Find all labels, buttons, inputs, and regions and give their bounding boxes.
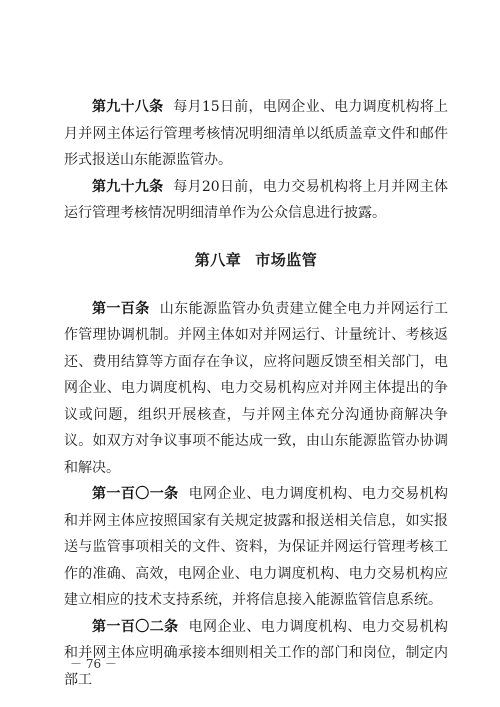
article-text: 山东能源监管办负责建立健全电力并网运行工作管理协调机制。并网主体如对并网运行、计量统计、考核返还、费用结算等方面存在争议，应将问题反馈至相关部门，电网企业、电力调度机构、电力交易机构应对并网主体提出的争议或问题，组织开展核查，与并网主体充分沟通协商解决争议。如双方对争议事项不能达成一致，由山东能源监管办协调和解决。 (64, 300, 449, 476)
chapter-title: 市场监管 (255, 250, 318, 269)
article-label: 第九十八条 (92, 99, 164, 115)
article-101 (64, 481, 448, 614)
page-number: － 76 － (70, 657, 117, 671)
article-label: 第一百〇二条 (92, 618, 179, 635)
article-label: 第一百〇一条 (92, 486, 179, 502)
article-98 (64, 94, 448, 174)
article-label: 第九十九条 (92, 178, 164, 195)
article-99 (64, 174, 448, 227)
article-text: 每月20日前，电力交易机构将上月并网主体运行管理考核情况明细清单作为公众信息进行披露。 (64, 178, 448, 221)
chapter-number: 第八章 (194, 250, 242, 269)
article-text: 每月15日前，电网企业、电力调度机构将上月并网主体运行管理考核情况明细清单以纸质盖章文件和邮件形式报送山东能源监管办。 (64, 99, 448, 168)
article-100 (64, 296, 448, 482)
article-102 (64, 614, 448, 694)
article-text: 电网企业、电力调度机构、电力交易机构和并网主体应明确承接本细则相关工作的部门和岗位，制定内部工 (64, 618, 448, 688)
document-body (64, 94, 448, 693)
article-label: 第一百条 (92, 300, 150, 317)
article-text: 电网企业、电力调度机构、电力交易机构和并网主体应按照国家有关规定披露和报送相关信息，如实报送与监管事项相关的文件、资料，为保证并网运行管理考核工作的准确、高效，电网企业、电力调度机构、电力交易机构应建立相应的技术支持系统，并将信息接入能源监管信息系统。 (64, 486, 448, 608)
chapter-heading (64, 249, 448, 270)
